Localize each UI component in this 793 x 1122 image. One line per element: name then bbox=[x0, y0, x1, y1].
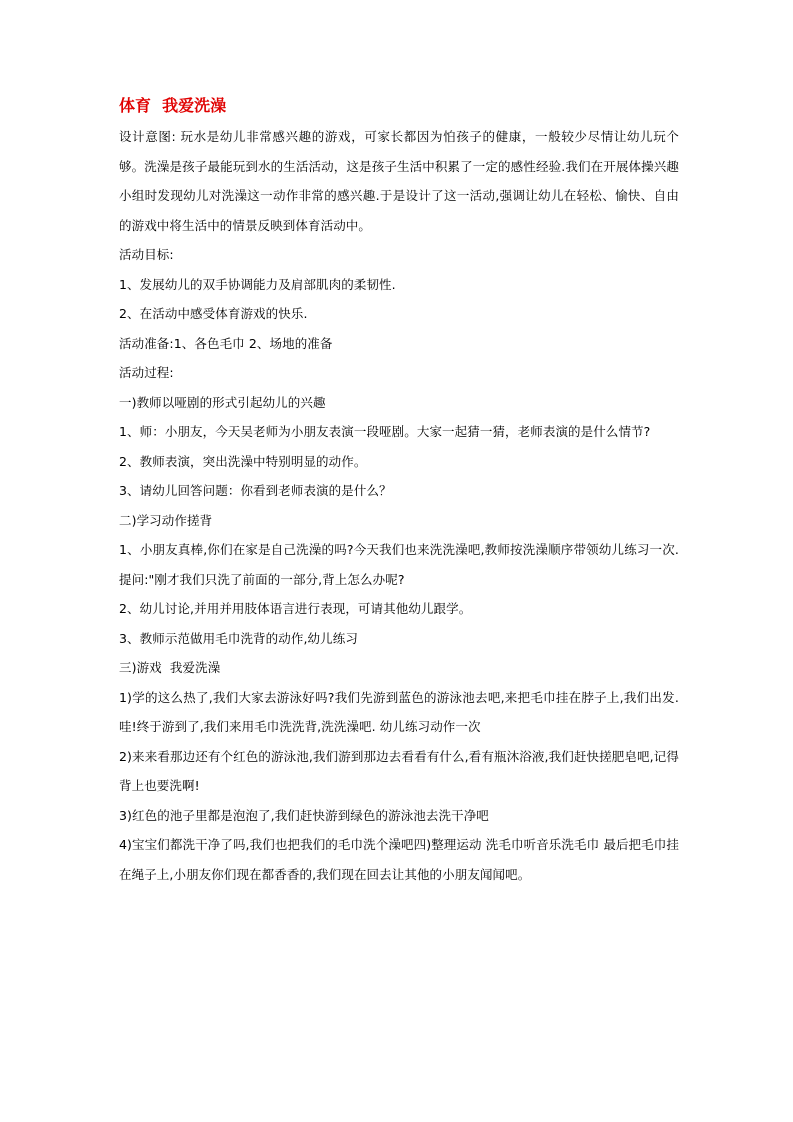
game-step-1: 1)学的这么热了,我们大家去游泳好吗?我们先游到蓝色的游泳池去吧,来把毛巾挂在脖子上,我们出发.哇!终于游到了,我们来用毛巾洗洗背,洗洗澡吧. 幼儿练习动作一次 bbox=[119, 689, 679, 734]
document-title: 体育 我爱洗澡 bbox=[119, 96, 227, 115]
game-step-2: 2)来来看那边还有个红色的游泳池,我们游到那边去看看有什么,看有瓶沐浴液,我们赶快搓肥皂吧,记得背上也要洗啊! bbox=[119, 748, 679, 793]
goal-item-2: 2、在活动中感受体育游戏的快乐. bbox=[119, 306, 308, 321]
process-heading: 活动过程: bbox=[119, 365, 174, 380]
step-1-3: 3、请幼儿回答问题：你看到老师表演的是什么？ bbox=[119, 483, 392, 498]
step-2-1: 1、小朋友真棒,你们在家是自己洗澡的吗?今天我们也来洗洗澡吧,教师按洗澡顺序带领幼儿练习一次.提问:"刚才我们只洗了前面的一部分,背上怎么办呢? bbox=[119, 542, 679, 587]
step-1-1: 1、师：小朋友，今天吴老师为小朋友表演一段哑剧。大家一起猜一猜，老师表演的是什么情节? bbox=[119, 424, 651, 439]
step-1-2: 2、教师表演，突出洗澡中特别明显的动作。 bbox=[119, 453, 367, 469]
document-body bbox=[119, 94, 679, 889]
goals-heading: 活动目标: bbox=[119, 247, 174, 262]
section-heading-2: 二)学习动作搓背 bbox=[119, 512, 213, 528]
game-step-3: 3)红色的池子里都是泡泡了,我们赶快游到绿色的游泳池去洗干净吧 bbox=[119, 807, 489, 823]
step-2-2: 2、幼儿讨论,并用并用肢体语言进行表现，可请其他幼儿跟学。 bbox=[119, 601, 472, 616]
design-intent-paragraph: 设计意图: 玩水是幼儿非常感兴趣的游戏，可家长都因为怕孩子的健康，一般较少尽情让幼儿玩个够。洗澡是孩子最能玩到水的生活活动，这是孩子生活中积累了一定的感性经验.我们在开展体操兴趣小组时发现幼儿对洗澡这一动作非常的感兴趣.于是设计了这一活动,强调让幼儿在轻松、愉快、自由的游戏中将生活中的情景反映到体育活动中。 bbox=[119, 129, 679, 233]
preparation-line: 活动准备:1、各色毛巾 2、场地的准备 bbox=[119, 335, 333, 351]
section-heading-1: 一)教师以哑剧的形式引起幼儿的兴趣 bbox=[119, 394, 326, 410]
section-heading-3: 三)游戏 我爱洗澡 bbox=[119, 660, 221, 675]
game-step-4: 4)宝宝们都洗干净了吗,我们也把我们的毛巾洗个澡吧四)整理运动 洗毛巾听音乐洗毛巾 最后把毛巾挂在绳子上,小朋友你们现在都香香的,我们现在回去让其他的小朋友闻闻吧。 bbox=[119, 837, 679, 882]
step-2-3: 3、教师示范做用毛巾洗背的动作,幼儿练习 bbox=[119, 630, 358, 646]
goal-item-1: 1、发展幼儿的双手协调能力及肩部肌肉的柔韧性. bbox=[119, 276, 396, 292]
